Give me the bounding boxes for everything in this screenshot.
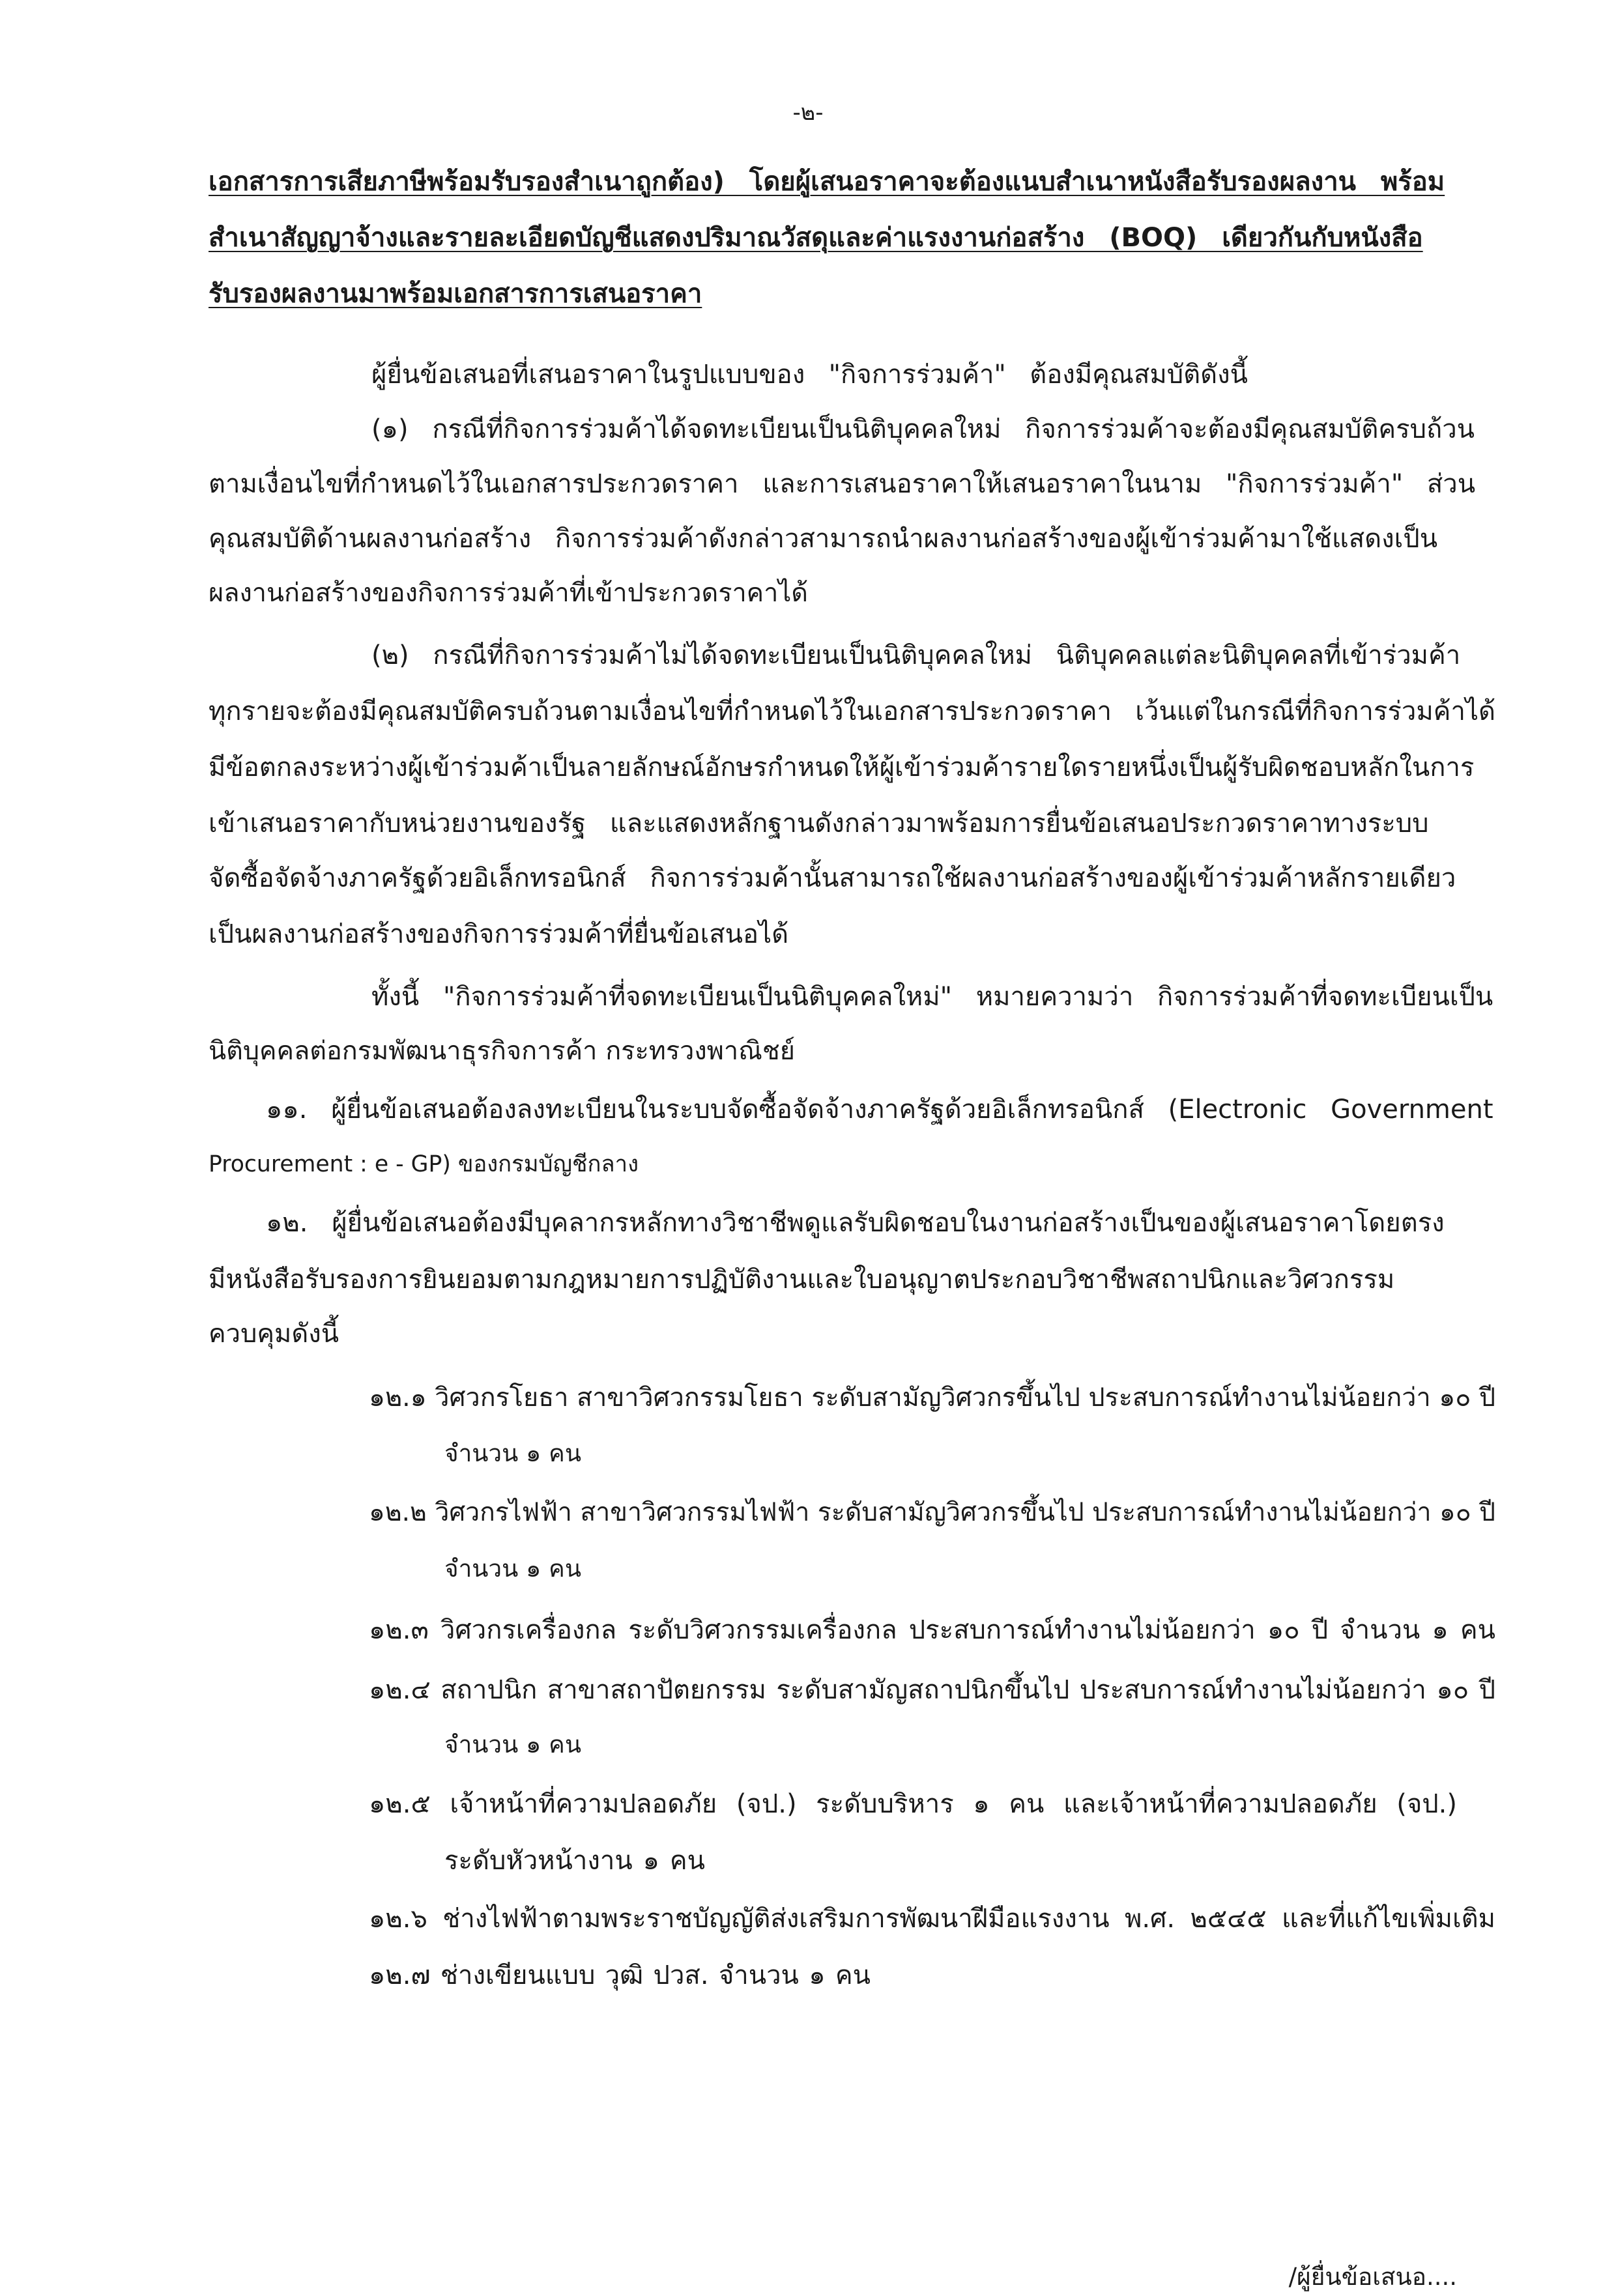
list-item-line: ๑๒.๓ วิศวกรเครื่องกล ระดับวิศวกรรมเครื่องกล ประสบการณ์ทำงานไม่น้อยกว่า ๑๐ ปี จำนวน ๑ คน (369, 1615, 1495, 1645)
paragraph-line: เข้าเสนอราคากับหน่วยงานของรัฐ และแสดงหลักฐานดังกล่าวมาพร้อมการยื่นข้อเสนอประกวดราคาทางระบบ (209, 809, 1429, 839)
paragraph-line: เป็นผลงานก่อสร้างของกิจการร่วมค้าที่ยื่นข้อเสนอได้ (209, 919, 789, 949)
paragraph-line: (๑) กรณีที่กิจการร่วมค้าได้จดทะเบียนเป็นนิติบุคคลใหม่ กิจการร่วมค้าจะต้องมีคุณสมบัติครบถ้วน (371, 414, 1475, 444)
list-item-line: ๑๒.๗ ช่างเขียนแบบ วุฒิ ปวส. จำนวน ๑ คน (369, 1960, 871, 1990)
paragraph-line: ผลงานก่อสร้างของกิจการร่วมค้าที่เข้าประกวดราคาได้ (209, 578, 808, 608)
paragraph-line: คุณสมบัติด้านผลงานก่อสร้าง กิจการร่วมค้าดังกล่าวสามารถนำผลงานก่อสร้างของผู้เข้าร่วมค้ามาใช้แสดงเป็น (209, 524, 1438, 554)
paragraph-line: ทั้งนี้ "กิจการร่วมค้าที่จดทะเบียนเป็นนิติบุคคลใหม่" หมายความว่า กิจการร่วมค้าที่จดทะเบียนเป็น (371, 982, 1493, 1012)
list-item-line: ๑๒.๒ วิศวกรไฟฟ้า สาขาวิศวกรรมไฟฟ้า ระดับสามัญวิศวกรขึ้นไป ประสบการณ์ทำงานไม่น้อยกว่า ๑๐ ปี (369, 1498, 1495, 1527)
paragraph-line: ๑๑. ผู้ยื่นข้อเสนอต้องลงทะเบียนในระบบจัดซื้อจัดจ้างภาครัฐด้วยอิเล็กทรอนิกส์ (Electronic Government (266, 1095, 1493, 1125)
paragraph-line: ๑๒. ผู้ยื่นข้อเสนอต้องมีบุคลากรหลักทางวิชาชีพดูแลรับผิดชอบในงานก่อสร้างเป็นของผู้เสนอราคาโดยตรง (266, 1208, 1445, 1238)
paragraph-line: ผู้ยื่นข้อเสนอที่เสนอราคาในรูปแบบของ "กิจการร่วมค้า" ต้องมีคุณสมบัติดังนี้ (371, 360, 1248, 390)
paragraph-line: จัดซื้อจัดจ้างภาครัฐด้วยอิเล็กทรอนิกส์ กิจการร่วมค้านั้นสามารถใช้ผลงานก่อสร้างของผู้เข้าร่วมค้าหลักรายเดียว (209, 863, 1456, 893)
page-number: -๒- (792, 100, 824, 126)
continuation-note: /ผู้ยื่นข้อเสนอ.... (1288, 2263, 1457, 2291)
underlined-line: เอกสารการเสียภาษีพร้อมรับรองสำเนาถูกต้อง) โดยผู้เสนอราคาจะต้องแนบสำเนาหนังสือรับรองผลงาน พร้อม (209, 167, 1445, 197)
paragraph-line: (๒) กรณีที่กิจการร่วมค้าไม่ได้จดทะเบียนเป็นนิติบุคคลใหม่ นิติบุคคลแต่ละนิติบุคคลที่เข้าร่วมค้า (371, 640, 1461, 670)
underlined-line: รับรองผลงานมาพร้อมเอกสารการเสนอราคา (209, 279, 702, 309)
paragraph-line: Procurement : e - GP) ของกรมบัญชีกลาง (209, 1151, 639, 1177)
list-item-line: จำนวน ๑ คน (444, 1439, 581, 1467)
paragraph-line: มีหนังสือรับรองการยินยอมตามกฎหมายการปฏิบัติงานและใบอนุญาตประกอบวิชาชีพสถาปนิกและวิศวกรรม (209, 1265, 1395, 1295)
paragraph-line: นิติบุคคลต่อกรมพัฒนาธุรกิจการค้า กระทรวงพาณิชย์ (209, 1036, 795, 1066)
list-item-line: ระดับหัวหน้างาน ๑ คน (444, 1846, 705, 1876)
list-item-line: ๑๒.๕ เจ้าหน้าที่ความปลอดภัย (จป.) ระดับบริหาร ๑ คน และเจ้าหน้าที่ความปลอดภัย (จป.) (369, 1789, 1458, 1819)
list-item-line: จำนวน ๑ คน (444, 1730, 581, 1758)
list-item-line: ๑๒.๖ ช่างไฟฟ้าตามพระราชบัญญัติส่งเสริมการพัฒนาฝีมือแรงงาน พ.ศ. ๒๕๔๕ และที่แก้ไขเพิ่มเติม (369, 1904, 1496, 1934)
list-item-line: ๑๒.๔ สถาปนิก สาขาสถาปัตยกรรม ระดับสามัญสถาปนิกขึ้นไป ประสบการณ์ทำงานไม่น้อยกว่า ๑๐ ปี (369, 1675, 1496, 1705)
underlined-line: สำเนาสัญญาจ้างและรายละเอียดบัญชีแสดงปริมาณวัสดุและค่าแรงงานก่อสร้าง (BOQ) เดียวกันกับหนังสือ (209, 223, 1423, 253)
paragraph-line: ทุกรายจะต้องมีคุณสมบัติครบถ้วนตามเงื่อนไขที่กำหนดไว้ในเอกสารประกวดราคา เว้นแต่ในกรณีที่กิจการร่วมค้าได้ (209, 696, 1495, 726)
paragraph-line: ควบคุมดังนี้ (209, 1319, 339, 1349)
paragraph-line: มีข้อตกลงระหว่างผู้เข้าร่วมค้าเป็นลายลักษณ์อักษรกำหนดให้ผู้เข้าร่วมค้ารายใดรายหนึ่งเป็นผู้รับผิดชอบหลักในการ (209, 753, 1475, 782)
paragraph-line: ตามเงื่อนไขที่กำหนดไว้ในเอกสารประกวดราคา และการเสนอราคาให้เสนอราคาในนาม "กิจการร่วมค้า" ส่วน (209, 469, 1476, 499)
list-item-line: ๑๒.๑ วิศวกรโยธา สาขาวิศวกรรมโยธา ระดับสามัญวิศวกรขึ้นไป ประสบการณ์ทำงานไม่น้อยกว่า ๑๐ ปี (369, 1383, 1496, 1413)
list-item-line: จำนวน ๑ คน (444, 1555, 581, 1583)
